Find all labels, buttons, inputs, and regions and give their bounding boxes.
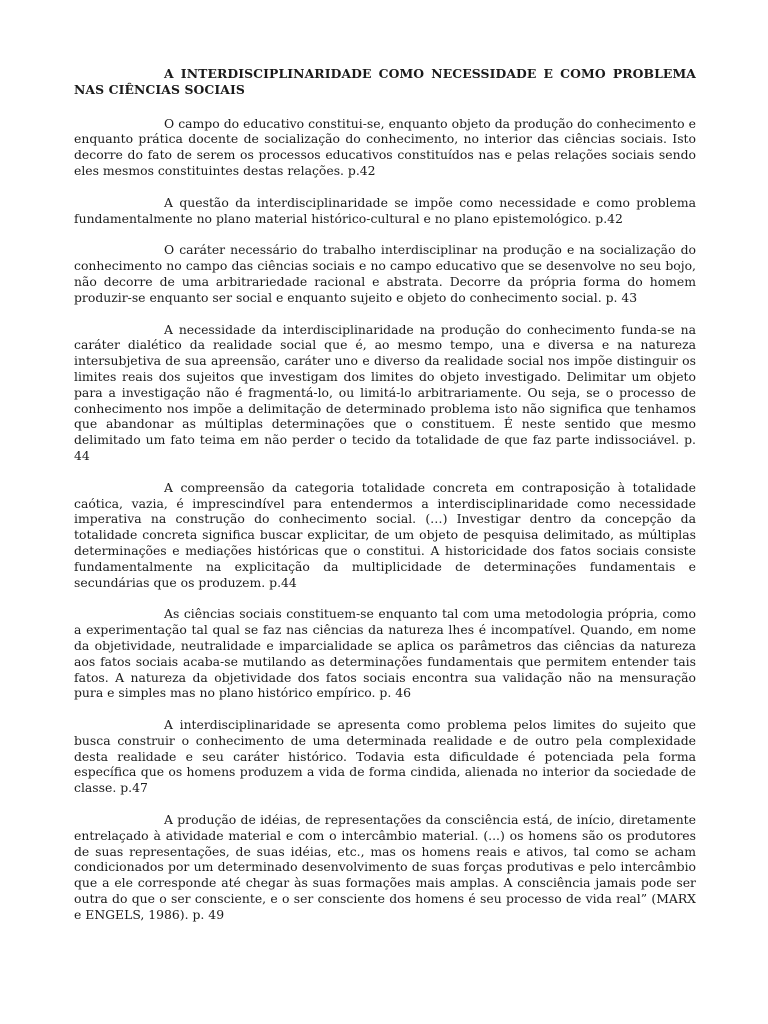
paragraph-5: A compreensão da categoria totalidade concreta em contraposição à totalidade caótica, vazia, é imprescindível para entendermos a interdisciplinaridade como necessidade imperativa na construção do conhecimento social. (…) Investigar dentro da concepção da totalidade concreta significa buscar explicitar, de um objeto de pesquisa delimitado, as múltiplas determinações e mediações históricas que o constitui. A historicidade dos fatos sociais consiste fundamentalmente na explicitação da multiplicidade de determinações fundamentais e secundárias que os produzem. p.44 <box>74 479 696 590</box>
paragraph-7: A interdisciplinaridade se apresenta como problema pelos limites do sujeito que busca construir o conhecimento de uma determinada realidade e de outro pela complexidade desta realidade e seu caráter histórico. Todavia esta dificuldade é potenciada pela forma específica que os homens produzem a vida de forma cindida, alienada no interior da sociedade de classe. p.47 <box>74 717 696 796</box>
paragraph-6: As ciências sociais constituem-se enquanto tal com uma metodologia própria, como a experimentação tal qual se faz nas ciências da natureza lhes é incompatível. Quando, em nome da objetividade, neutralidade e imparcialidade se aplica os parâmetros das ciências da natureza aos fatos sociais acaba-se mutilando as determinações fundamentais que permitem entender tais fatos. A natureza da objetividade dos fatos sociais encontra sua validação não na mensuração pura e simples mas no plano histórico empírico. p. 46 <box>74 606 696 701</box>
paragraph-2: A questão da interdisciplinaridade se impõe como necessidade e como problema fundamentalmente no plano material histórico-cultural e no plano epistemológico. p.42 <box>74 194 696 226</box>
paragraph-3: O caráter necessário do trabalho interdisciplinar na produção e na socialização do conhecimento no campo das ciências sociais e no campo educativo que se desenvolve no seu bojo, não decorre de uma arbitrariedade racional e abstrata. Decorre da própria forma do homem produzir-se enquanto ser social e enquanto sujeito e objeto do conhecimento social. p. 43 <box>74 242 696 305</box>
paragraph-4: A necessidade da interdisciplinaridade na produção do conhecimento funda-se na caráter dialético da realidade social que é, ao mesmo tempo, una e diversa e na natureza intersubjetiva de sua apreensão, caráter uno e diverso da realidade social nos impõe distinguir os limites reais dos sujeitos que investigam dos limites do objeto investigado. Delimitar um objeto para a investigação não é fragmentá-lo, ou limitá-lo arbitrariamente. Ou seja, se o processo de conhecimento nos impõe a delimitação de determinado problema isto não significa que tenhamos que abandonar as múltiplas determinações que o constituem. É neste sentido que mesmo delimitado um fato teima em não perder o tecido da totalidade de que faz parte indissociável. p. 44 <box>74 321 696 463</box>
paragraph-1: O campo do educativo constitui-se, enquanto objeto da produção do conhecimento e enquanto prática docente de socialização do conhecimento, no interior das ciências sociais. Isto decorre do fato de serem os processos educativos constituídos nas e pelas relações sociais sendo eles mesmos constituintes destas relações. p.42 <box>74 115 696 178</box>
document-page <box>74 66 696 939</box>
document-title: A INTERDISCIPLINARIDADE COMO NECESSIDADE E COMO PROBLEMA NAS CIÊNCIAS SOCIAIS <box>74 66 696 97</box>
paragraph-8: A produção de idéias, de representações da consciência está, de início, diretamente entrelaçado à atividade material e com o intercâmbio material. (...) os homens são os produtores de suas representações, de suas idéias, etc., mas os homens reais e ativos, tal como se acham condicionados por um determinado desenvolvimento de suas forças produtivas e pelo intercâmbio que a ele corresponde até chegar às suas formações mais amplas. A consciência jamais pode ser outra do que o ser consciente, e o ser consciente dos homens é seu processo de vida real” (MARX e ENGELS, 1986). p. 49 <box>74 812 696 922</box>
